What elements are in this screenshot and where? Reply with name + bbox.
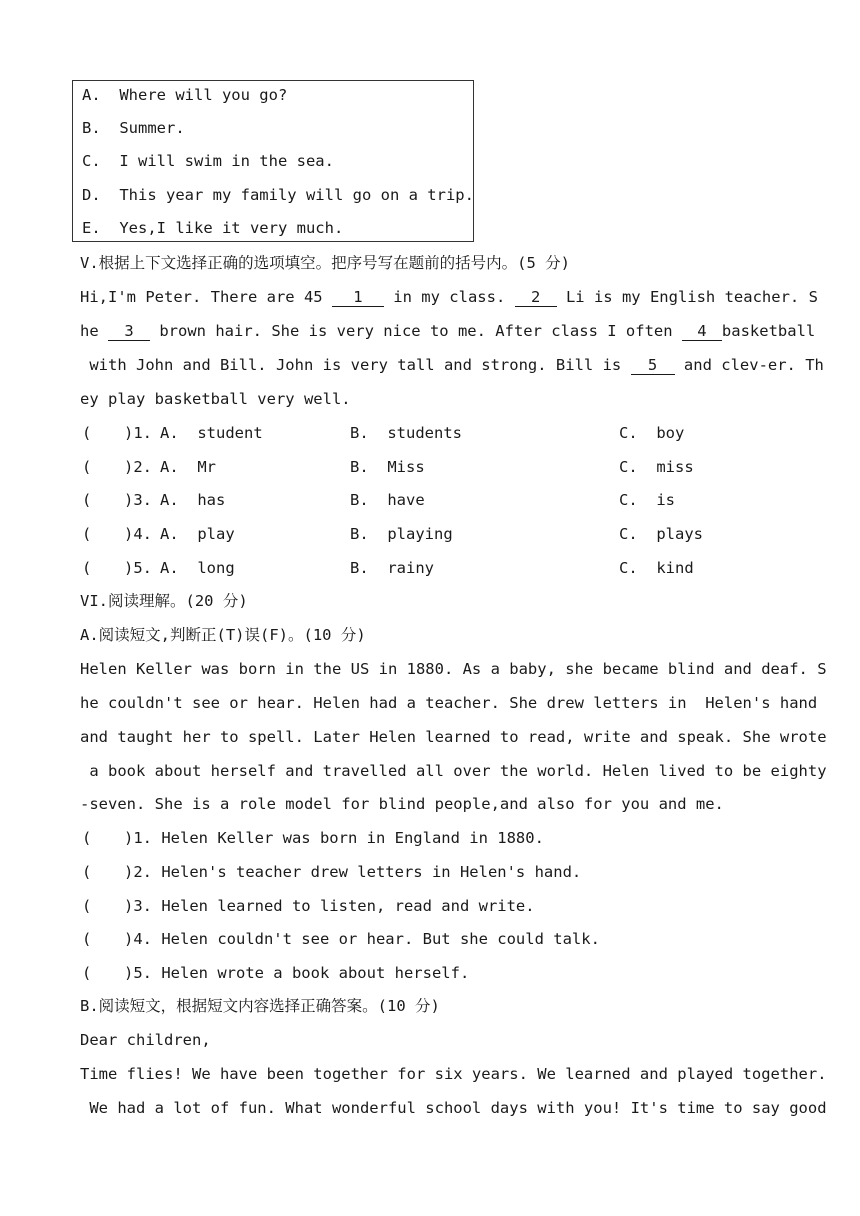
option-a: A. Where will you go?: [82, 86, 288, 104]
tf-question-text: )4. Helen couldn't see or hear. But she could talk.: [124, 930, 600, 948]
answer-paren: (: [82, 863, 92, 881]
blank-5: 5: [631, 356, 675, 375]
question-number: )3.: [124, 491, 152, 509]
part-b-line: We had a lot of fun. What wonderful school days with you! It's time to say good: [80, 1099, 827, 1117]
option-d: D. This year my family will go on a trip.: [82, 186, 474, 204]
tf-question-text: )1. Helen Keller was born in England in 1880.: [124, 829, 544, 847]
question-number: )2.: [124, 458, 152, 476]
answer-paren: (: [82, 829, 92, 847]
answer-paren: (: [82, 424, 92, 442]
choice-c: C. miss: [619, 458, 694, 476]
part-a-line: -seven. She is a role model for blind people,and also for you and me.: [80, 795, 724, 813]
question-number: )1.: [124, 424, 152, 442]
part-b-line: Dear children,: [80, 1031, 211, 1049]
option-e: E. Yes,I like it very much.: [82, 219, 344, 237]
blank-4: 4: [682, 322, 722, 341]
choice-a: A. long: [160, 559, 235, 577]
choice-b: B. playing: [350, 525, 453, 543]
blank-1: 1: [332, 288, 384, 307]
part-a-line: Helen Keller was born in the US in 1880. As a baby, she became blind and deaf. S: [80, 660, 827, 678]
choice-c: C. boy: [619, 424, 685, 442]
question-number: )5.: [124, 559, 152, 577]
part-a-heading: A.阅读短文,判断正(T)误(F)。(10 分): [80, 626, 366, 644]
choice-c: C. is: [619, 491, 675, 509]
section6-heading: VI.阅读理解。(20 分): [80, 592, 248, 610]
question-number: )4.: [124, 525, 152, 543]
tf-question-text: )2. Helen's teacher drew letters in Helen's hand.: [124, 863, 582, 881]
choice-a: A. has: [160, 491, 226, 509]
choice-a: A. Mr: [160, 458, 216, 476]
part-b-heading: B.阅读短文，根据短文内容选择正确答案。(10 分): [80, 997, 440, 1015]
passage-line-2: he 3 brown hair. She is very nice to me. After class I often 4 basketball: [80, 322, 816, 340]
answer-paren: (: [82, 897, 92, 915]
part-a-line: he couldn't see or hear. Helen had a teacher. She drew letters in Helen's hand: [80, 694, 818, 712]
choice-c: C. plays: [619, 525, 703, 543]
part-b-line: Time flies! We have been together for six years. We learned and played together.: [80, 1065, 827, 1083]
passage-line-4: ey play basketball very well.: [80, 390, 351, 408]
part-a-line: and taught her to spell. Later Helen learned to read, write and speak. She wrote: [80, 728, 827, 746]
passage-line-3: with John and Bill. John is very tall and strong. Bill is 5 and clev-er. Th: [80, 356, 824, 374]
choice-b: B. Miss: [350, 458, 425, 476]
choice-b: B. have: [350, 491, 425, 509]
answer-paren: (: [82, 491, 92, 509]
choice-b: B. students: [350, 424, 462, 442]
choice-a: A. play: [160, 525, 235, 543]
part-a-line: a book about herself and travelled all over the world. Helen lived to be eighty: [80, 762, 827, 780]
passage-line-1: Hi,I'm Peter. There are 45 1 in my class. 2 Li is my English teacher. S: [80, 288, 818, 306]
answer-paren: (: [82, 930, 92, 948]
choice-a: A. student: [160, 424, 263, 442]
tf-question-text: )5. Helen wrote a book about herself.: [124, 964, 470, 982]
choice-b: B. rainy: [350, 559, 434, 577]
section5-heading: V.根据上下文选择正确的选项填空。把序号写在题前的括号内。(5 分): [80, 254, 570, 272]
choice-c: C. kind: [619, 559, 694, 577]
answer-paren: (: [82, 559, 92, 577]
answer-paren: (: [82, 964, 92, 982]
answer-paren: (: [82, 458, 92, 476]
blank-3: 3: [108, 322, 150, 341]
tf-question-text: )3. Helen learned to listen, read and write.: [124, 897, 535, 915]
answer-paren: (: [82, 525, 92, 543]
blank-2: 2: [515, 288, 557, 307]
option-b: B. Summer.: [82, 119, 185, 137]
option-c: C. I will swim in the sea.: [82, 152, 334, 170]
